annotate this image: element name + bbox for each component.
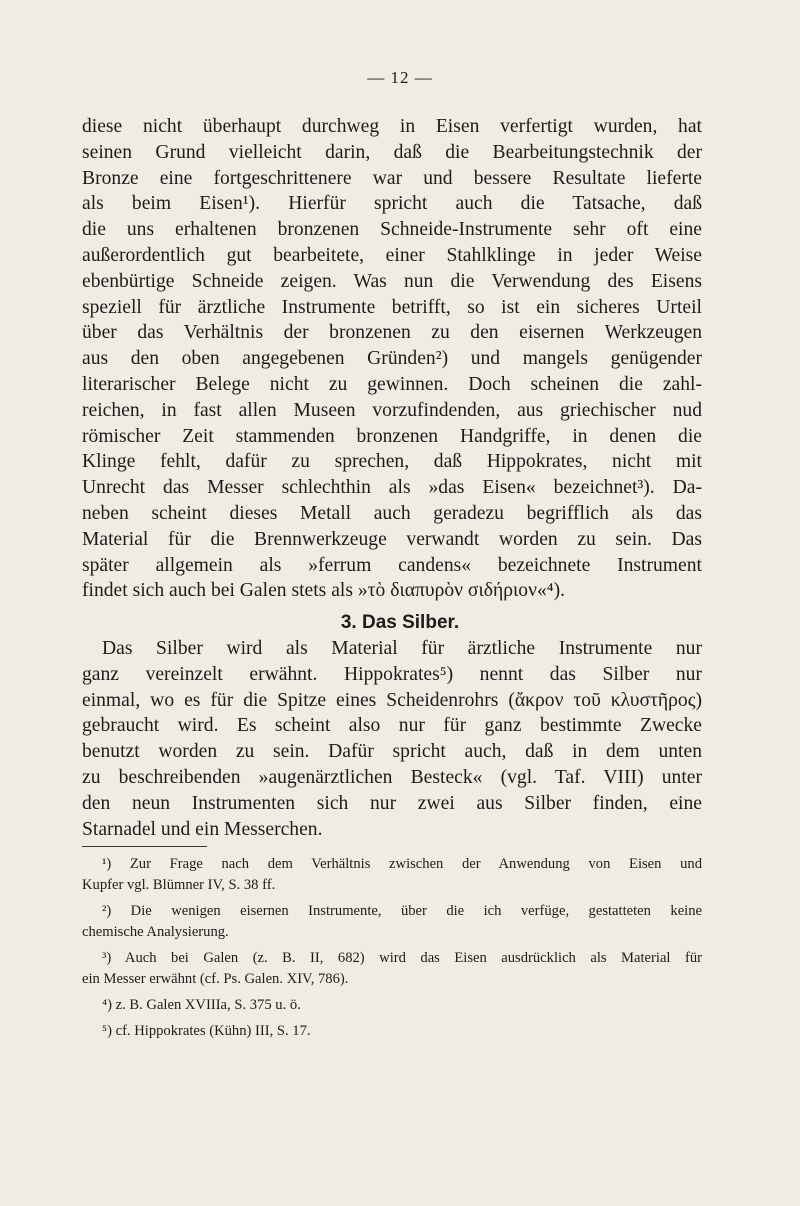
text-line: aus den oben angegebenen Gründen²) und mangels genügender	[82, 348, 702, 370]
footnote	[82, 901, 702, 943]
footnote	[82, 1021, 702, 1042]
footnotes	[82, 854, 702, 1047]
text-line: reichen, in fast allen Museen vorzufindenden, aus griechischer nud	[82, 399, 702, 421]
text-line: diese nicht überhaupt durchweg in Eisen verfertigt wurden, hat	[82, 116, 702, 137]
footnote	[82, 854, 702, 896]
footnote	[82, 995, 702, 1016]
text-line: ebenbürtige Schneide zeigen. Was nun die Verwendung des Eisens	[82, 270, 702, 292]
text-line: gebraucht wird. Es scheint also nur für ganz bestimmte Zwecke	[82, 715, 702, 737]
text-line: Bronze eine fortgeschrittenere war und bessere Resultate lieferte	[82, 167, 702, 189]
footnote-line: ein Messer erwähnt (cf. Ps. Galen. XIV, 786).	[82, 971, 349, 987]
text-line: Das Silber wird als Material für ärztliche Instrumente nur	[102, 638, 702, 659]
text-line: Klinge fehlt, dafür zu sprechen, daß Hippokrates, nicht mit	[82, 451, 702, 473]
footnote-line: ¹) Zur Frage nach dem Verhältnis zwischen der Anwendung von Eisen und	[102, 856, 702, 872]
text-line: ganz vereinzelt erwähnt. Hippokrates⁵) nennt das Silber nur	[82, 663, 702, 685]
text-line: außerordentlich gut bearbeitete, einer Stahlklinge in jeder Weise	[82, 244, 702, 266]
paragraph-iron	[82, 114, 702, 604]
section-heading: 3. Das Silber.	[340, 612, 460, 633]
footnote	[82, 948, 702, 990]
page-number: — 12 —	[367, 68, 433, 87]
text-line: benutzt worden zu sein. Dafür spricht auch, daß in dem unten	[82, 741, 702, 763]
text-line: römischer Zeit stammenden bronzenen Handgriffe, in denen die	[82, 425, 702, 447]
paragraph-silver	[82, 636, 702, 842]
text-line: später allgemein als »ferrum candens« bezeichnete Instrument	[82, 554, 702, 576]
text-line: findet sich auch bei Galen stets als »τὸ διαπυρὸν σιδήριον«⁴).	[82, 580, 565, 602]
text-line: Material für die Brennwerkzeuge verwandt worden zu sein. Das	[82, 528, 702, 550]
text-line: über das Verhältnis der bronzenen zu den eisernen Werkzeugen	[82, 322, 702, 344]
text-line: Unrecht das Messer schlechthin als »das Eisen« bezeichnet³). Da-	[82, 477, 702, 499]
text-line: die uns erhaltenen bronzenen Schneide-Instrumente sehr oft eine	[82, 219, 702, 241]
text-line: speziell für ärztliche Instrumente betrifft, so ist ein sicheres Urteil	[82, 296, 702, 318]
footnote-line: ²) Die wenigen eisernen Instrumente, über die ich verfüge, gestatteten keine	[102, 903, 702, 919]
text-line: einmal, wo es für die Spitze eines Scheidenrohrs (ἄκρον τοῦ κλυστῆρος)	[82, 689, 702, 711]
footnote-divider	[82, 846, 207, 847]
text-line: Starnadel und ein Messerchen.	[82, 818, 323, 840]
footnote-line: ⁴) z. B. Galen XVIIIa, S. 375 u. ö.	[102, 997, 301, 1013]
text-line: literarischer Belege nicht zu gewinnen. Doch scheinen die zahl-	[82, 373, 702, 395]
footnote-line: Kupfer vgl. Blümner IV, S. 38 ff.	[82, 877, 276, 893]
text-line: den neun Instrumenten sich nur zwei aus Silber finden, eine	[82, 792, 702, 814]
text-line: zu beschreibenden »augenärztlichen Besteck« (vgl. Taf. VIII) unter	[82, 766, 702, 788]
text-line: seinen Grund vielleicht darin, daß die Bearbeitungstechnik der	[82, 141, 702, 163]
footnote-line: ⁵) cf. Hippokrates (Kühn) III, S. 17.	[102, 1023, 311, 1039]
footnote-line: chemische Analysierung.	[82, 924, 229, 940]
text-line: als beim Eisen¹). Hierfür spricht auch die Tatsache, daß	[82, 193, 702, 215]
text-line: neben scheint dieses Metall auch geradezu begrifflich als das	[82, 502, 702, 524]
footnote-line: ³) Auch bei Galen (z. B. II, 682) wird das Eisen ausdrücklich als Material für	[102, 950, 702, 966]
